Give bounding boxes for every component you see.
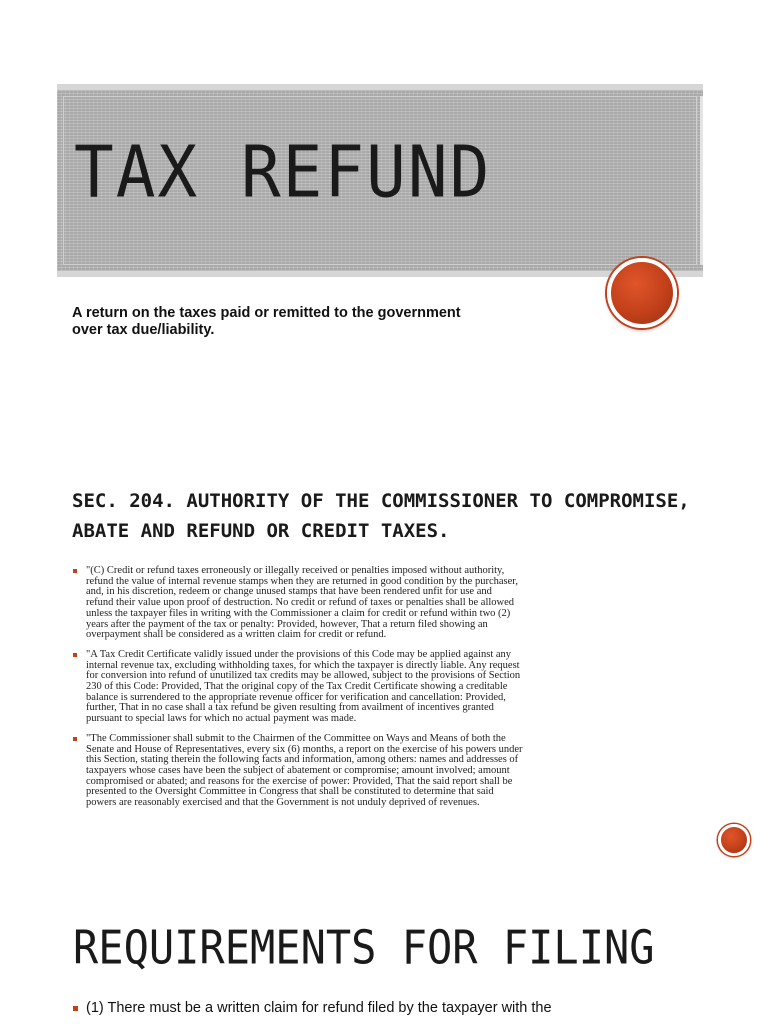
list-item-line: overpayment shall be considered as a written claim for credit or refund. [86,629,387,641]
list-item-line: refund the value of internal revenue stamps when they are returned in good condition by the purchaser, [86,575,518,587]
list-item-line: "The Commissioner shall submit to the Chairmen of the Committee on Ways and Means of both the [86,732,506,744]
requirements-list [72,1000,672,1017]
list-item-line: refund their value upon proof of destruction. No credit or refund of taxes or penalties shall be allowed [86,597,515,609]
section-heading [72,486,722,546]
list-item-line: "(C) Credit or refund taxes erroneously or illegally received or penalties imposed without authority, [86,565,505,576]
list-item-line: powers are reasonably exercised and that the Government is not unduly deprived of revenues. [86,797,480,809]
list-item-line: for conversion into refund of unutilized tax credits may be allowed, subject to the provisions of Section [86,670,521,682]
list-item-line: this Section, stating therein the following facts and information, among others: names and addresses of [86,754,519,766]
definition-line: A return on the taxes paid or remitted to the government [72,305,461,321]
slide-title: TAX REFUND [74,130,492,214]
list-item [72,566,712,641]
list-item-line: unless the taxpayer files in writing with the Commissioner a claim for credit or refund within two (2) [86,607,511,619]
list-item-line: years after the payment of the tax or penalty: Provided, however, That a return filed showing an [86,618,488,630]
heading-line: SEC. 204. AUTHORITY OF THE COMMISSIONER TO COMPROMISE, [72,490,690,512]
list-item-line: internal revenue tax, excluding withholding taxes, for which the taxpayer is directly liable. Any request [86,659,520,671]
list-item-line: 230 of this Code: Provided, That the original copy of the Tax Credit Certificate showing a creditable [86,681,508,693]
list-item-line: and, in his discretion, redeem or change unused stamps that have been rendered unfit for use and [86,586,492,598]
provision-list [72,566,712,818]
list-item-line: further, That in no case shall a tax refund be given resulting from availment of incentives granted [86,702,494,714]
decorative-circle [607,258,677,328]
requirements-title: REQUIREMENTS FOR FILING [73,920,655,975]
definition-text [72,305,542,339]
list-item: (1) There must be a written claim for refund filed by the taxpayer with the [72,1000,672,1017]
slide-tax-refund [0,0,768,440]
list-item-line: balance is surrendered to the appropriate revenue officer for verification and cancellation: Provided, [86,691,506,703]
list-item-line: pursuant to special laws for which no actual payment was made. [86,713,357,725]
decorative-circle [718,824,750,856]
list-item-line: "A Tax Credit Certificate validly issued under the provisions of this Code may be applied against any [86,648,512,660]
list-item [72,734,712,809]
list-item-line: taxpayers whose cases have been the subject of abatement or compromise; amount involved; amount [86,764,510,776]
list-item-line: presented to the Oversight Committee in Congress that shall be constituted to determine that said [86,786,494,798]
list-item [72,650,712,725]
heading-line: ABATE AND REFUND OR CREDIT TAXES. [72,520,450,542]
definition-line: over tax due/liability. [72,322,215,338]
banner-edge [700,96,703,265]
list-item-line: compromised or abated; and reasons for the exercise of power: Provided, That the said report shall be [86,775,513,787]
list-item-line: Senate and House of Representatives, every six (6) months, a report on the exercise of his powers under [86,743,523,755]
